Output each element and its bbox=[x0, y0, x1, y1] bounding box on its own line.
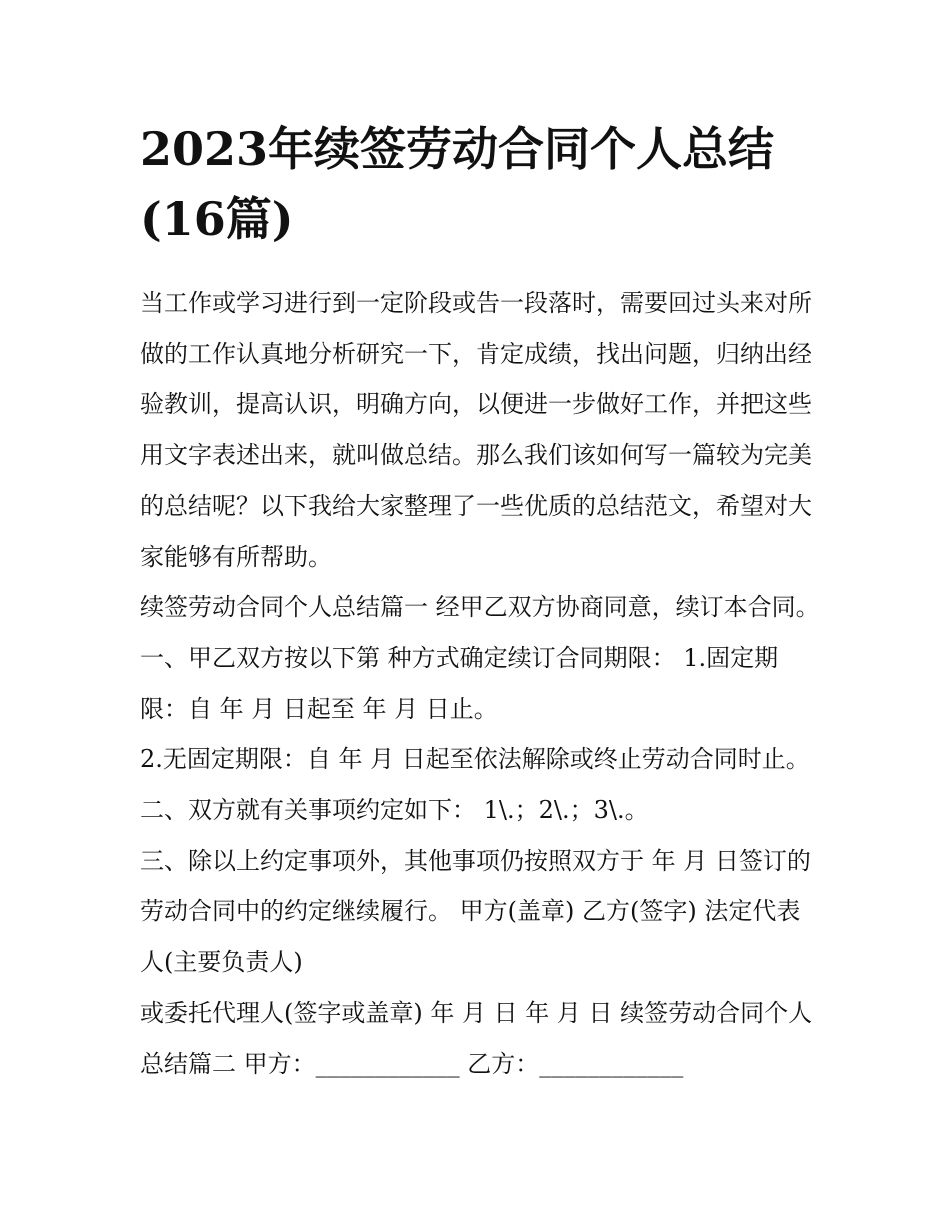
document-body bbox=[140, 278, 820, 1089]
indefinite-term-paragraph: 2.无固定期限：自 年 月 日起至依法解除或终止劳动合同时止。 二、双方就有关事项约定如下： 1\.；2\.；3\.。 bbox=[140, 745, 810, 825]
document-title: 2023年续签劳动合同个人总结(16篇) bbox=[140, 122, 775, 246]
signature-paragraph: 或委托代理人(签字或盖章) 年 月 日 年 月 日 续签劳动合同个人总结篇二 甲方：____________ 乙方：____________ bbox=[140, 998, 813, 1078]
contract-renewal-paragraph: 续签劳动合同个人总结篇一 经甲乙双方协商同意，续订本合同。 一、甲乙双方按以下第 种方式确定续订合同期限： 1.固定期限：自 年 月 日起至 年 月 日止。 bbox=[140, 593, 820, 723]
other-matters-paragraph: 三、除以上约定事项外，其他事项仍按照双方于 年 月 日签订的劳动合同中的约定继续履行。 甲方(盖章) 乙方(签字) 法定代表人(主要负责人) bbox=[140, 846, 811, 977]
intro-paragraph: 当工作或学习进行到一定阶段或告一段落时，需要回过头来对所做的工作认真地分析研究一下，肯定成绩，找出问题，归纳出经验教训，提高认识，明确方向，以便进一步做好工作，并把这些用文字表述出来，就叫做总结。那么我们该如何写一篇较为完美的总结呢？以下我给大家整理了一些优质的总结范文，希望对大家能够有所帮助。 bbox=[140, 289, 812, 571]
